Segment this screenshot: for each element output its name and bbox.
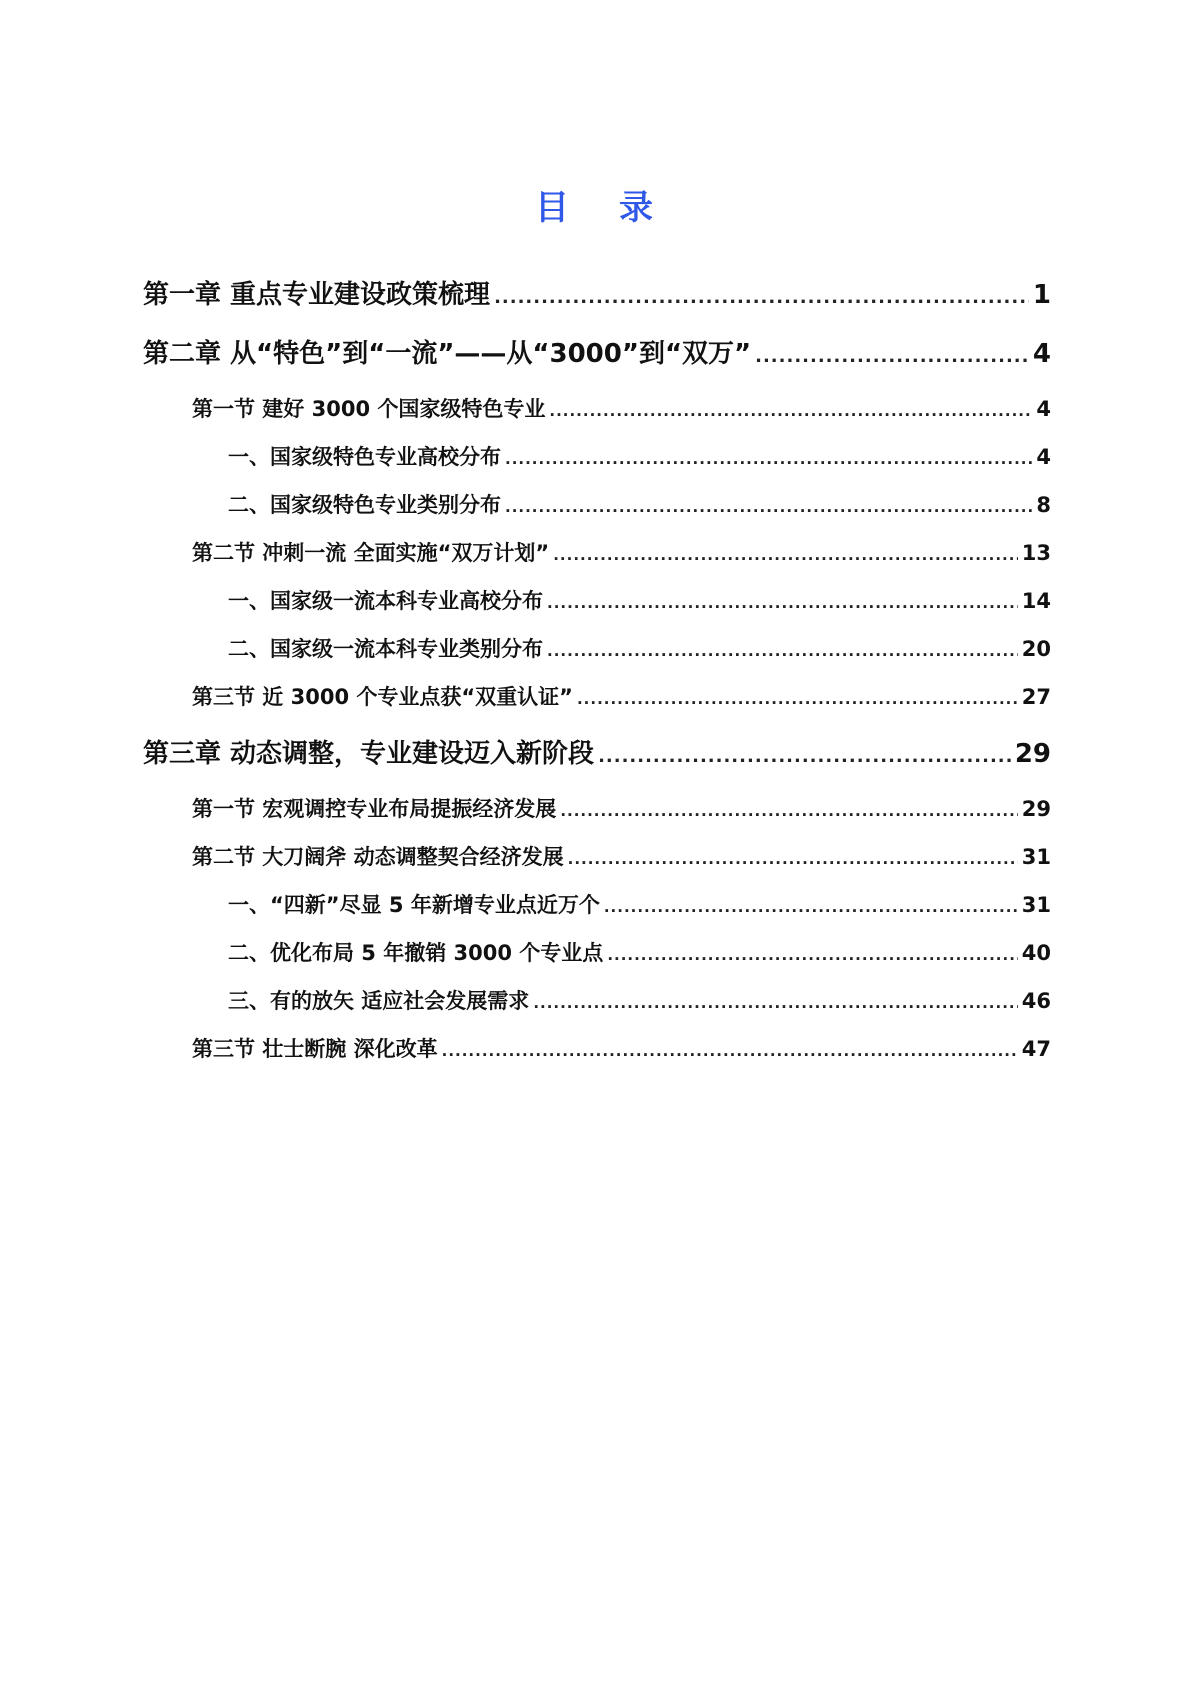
toc-entry-page: 4	[1036, 445, 1051, 469]
toc-entry-label: 第三节 近 3000 个专业点获“双重认证”	[192, 685, 573, 709]
toc-entry-page: 8	[1036, 493, 1051, 517]
toc-leader-dots	[442, 1042, 1018, 1060]
toc-leader-dots	[568, 850, 1018, 868]
toc-entry-subsection[interactable]	[228, 937, 1051, 967]
toc-leader-dots	[604, 898, 1018, 916]
toc-entry-page: 47	[1021, 1037, 1051, 1061]
toc-entry-label: 一、“四新”尽显 5 年新增专业点近万个	[228, 893, 600, 917]
toc-entry-page: 29	[1021, 797, 1051, 821]
page-title-part-1: 目	[535, 188, 571, 228]
toc-entry-label: 第二章 从“特色”到“一流”——从“3000”到“双万”	[143, 339, 752, 369]
toc-entry-section[interactable]	[192, 1033, 1051, 1063]
toc-leader-dots	[494, 287, 1029, 308]
toc-entry-chapter-1[interactable]	[143, 274, 1051, 311]
toc-entry-label: 第二节 冲刺一流 全面实施“双万计划”	[192, 541, 550, 565]
toc-leader-dots	[547, 642, 1018, 660]
toc-entry-page: 13	[1021, 541, 1051, 565]
toc-leader-dots	[598, 746, 1011, 767]
toc-leader-dots	[549, 402, 1032, 420]
toc-entry-page: 31	[1021, 845, 1051, 869]
toc-entry-page: 29	[1014, 739, 1051, 769]
toc-entry-label: 一、国家级特色专业高校分布	[228, 445, 501, 469]
toc-entry-page: 4	[1032, 339, 1051, 369]
toc-entry-page: 1	[1032, 280, 1051, 310]
toc-leader-dots	[607, 946, 1017, 964]
toc-entry-label: 第一节 宏观调控专业布局提振经济发展	[192, 797, 557, 821]
toc-entry-label: 一、国家级一流本科专业高校分布	[228, 589, 543, 613]
toc-entry-subsection[interactable]	[228, 889, 1051, 919]
toc-entry-section[interactable]	[192, 793, 1051, 823]
toc-entry-section[interactable]	[192, 841, 1051, 871]
toc-entry-label: 二、优化布局 5 年撤销 3000 个专业点	[228, 941, 604, 965]
toc-entry-page: 46	[1021, 989, 1051, 1013]
toc-entry-section[interactable]	[192, 681, 1051, 711]
toc-entry-label: 二、国家级特色专业类别分布	[228, 493, 501, 517]
toc-entry-section[interactable]	[192, 537, 1051, 567]
toc-entry-chapter-3[interactable]	[143, 733, 1051, 770]
toc-entry-page: 40	[1021, 941, 1051, 965]
toc-entry-label: 第三章 动态调整，专业建设迈入新阶段	[143, 739, 595, 769]
page-title-part-2: 录	[619, 188, 655, 228]
toc-leader-dots	[755, 346, 1029, 367]
toc-entry-label: 第三节 壮士断腕 深化改革	[192, 1037, 438, 1061]
toc-leader-dots	[560, 802, 1017, 820]
toc-entry-subsection[interactable]	[228, 985, 1051, 1015]
toc-entry-subsection[interactable]	[228, 585, 1051, 615]
toc-leader-dots	[505, 498, 1032, 516]
toc-entry-subsection[interactable]	[228, 489, 1051, 519]
toc-leader-dots	[505, 450, 1032, 468]
toc-entry-subsection[interactable]	[228, 441, 1051, 471]
toc-entry-label: 二、国家级一流本科专业类别分布	[228, 637, 543, 661]
toc-entry-label: 第一节 建好 3000 个国家级特色专业	[192, 397, 546, 421]
toc-entry-page: 14	[1021, 589, 1051, 613]
toc-entry-page: 27	[1021, 685, 1051, 709]
toc-entry-label: 第一章 重点专业建设政策梳理	[143, 280, 491, 310]
toc-entry-page: 4	[1036, 397, 1051, 421]
toc-entry-page: 20	[1021, 637, 1051, 661]
toc-entry-chapter-2[interactable]	[143, 333, 1051, 370]
toc-leader-dots	[577, 690, 1018, 708]
toc-entry-page: 31	[1021, 893, 1051, 917]
toc-entry-subsection[interactable]	[228, 633, 1051, 663]
toc-entry-label: 三、有的放矢 适应社会发展需求	[228, 989, 530, 1013]
toc-entry-section[interactable]	[192, 393, 1051, 423]
toc-leader-dots	[533, 994, 1017, 1012]
toc-entry-label: 第二节 大刀阔斧 动态调整契合经济发展	[192, 845, 564, 869]
toc-leader-dots	[547, 594, 1018, 612]
toc-leader-dots	[553, 546, 1018, 564]
